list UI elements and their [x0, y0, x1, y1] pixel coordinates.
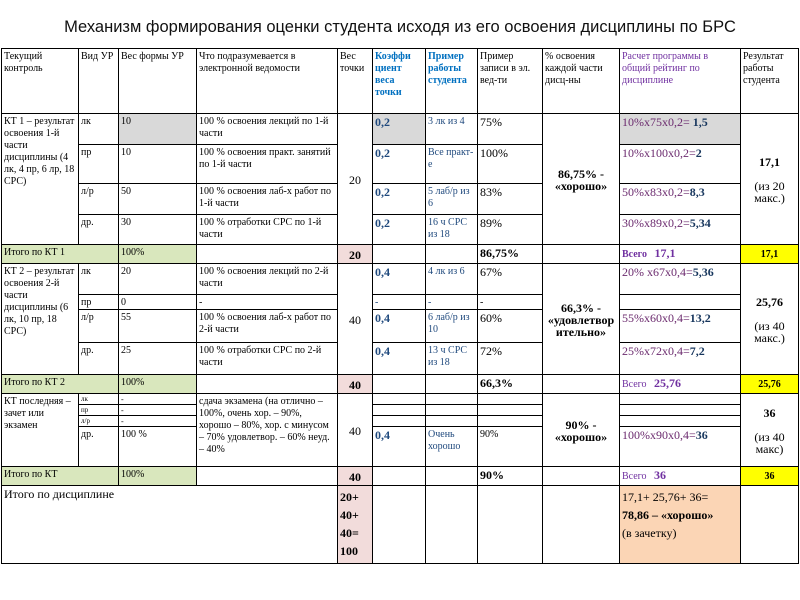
calc-formula: 55%х60х0,4= — [622, 311, 690, 325]
desc-cell: 100 % освоения лаб-х работ по 2-й части — [197, 310, 338, 343]
coef-cell: 0,2 — [373, 184, 426, 215]
weight-cell: 25 — [119, 343, 197, 375]
final-empty — [478, 486, 543, 564]
kt2-result-value: 25,76 — [756, 295, 783, 309]
table-row — [2, 416, 799, 427]
kt3-result — [741, 394, 799, 467]
type-cell: др. — [79, 427, 119, 467]
coef-cell: 0,2 — [373, 215, 426, 245]
coef-cell: 0,4 — [373, 264, 426, 295]
weight-cell: 10 — [119, 114, 197, 145]
table-row — [2, 394, 799, 405]
total-calc — [620, 245, 741, 264]
calc-formula: 30%х89х0,2= — [622, 216, 690, 230]
kt2-result — [741, 264, 799, 375]
total-calc — [620, 467, 741, 486]
total-point: 20 — [338, 245, 373, 264]
calc-cell — [620, 405, 741, 416]
desc-cell: 100 % освоения лекций по 2-й части — [197, 264, 338, 295]
example-cell — [426, 416, 478, 427]
weight-cell: 10 — [119, 145, 197, 184]
weight-cell: 0 — [119, 295, 197, 310]
coef-cell — [373, 416, 426, 427]
type-cell: пр — [79, 295, 119, 310]
final-calc-line2: 78,86 – «хорошо» — [622, 508, 714, 522]
calc-formula: 50%х83х0,2= — [622, 185, 690, 199]
kt1-result — [741, 114, 799, 245]
calc-result: 8,3 — [689, 185, 705, 199]
example-cell: 16 ч СРС из 18 — [426, 215, 478, 245]
desc-cell: - — [197, 295, 338, 310]
kt2-label: КТ 2 – результат освоения 2-й части дисциплины (6 лк, 10 пр, 18 СРС) — [2, 264, 79, 375]
calc-cell — [620, 394, 741, 405]
example-cell: 6 лаб/р из 10 — [426, 310, 478, 343]
record-cell: 60% — [478, 310, 543, 343]
example-cell — [426, 405, 478, 416]
total-calc — [620, 375, 741, 394]
total-empty — [373, 375, 426, 394]
calc-cell — [620, 114, 741, 145]
final-row — [2, 486, 799, 564]
total-point: 40 — [338, 375, 373, 394]
total-calc-value: 36 — [654, 468, 667, 482]
record-cell: 72% — [478, 343, 543, 375]
type-cell: др. — [79, 343, 119, 375]
coef-cell: 0,4 — [373, 427, 426, 467]
header-cell: Вид УР — [79, 49, 119, 114]
table-row — [2, 145, 799, 184]
final-label: Итого по дисциплине — [2, 486, 338, 564]
type-cell: л/р — [79, 184, 119, 215]
kt2-percent: 66,3% - «удовлетвор ительно» — [543, 264, 620, 375]
total-row — [2, 375, 799, 394]
record-cell: 83% — [478, 184, 543, 215]
total-record: 90% — [478, 467, 543, 486]
calc-formula: 10%х75х0,2= — [622, 115, 690, 129]
total-empty — [197, 467, 338, 486]
calc-cell — [620, 416, 741, 427]
header-cell: Что подразумевается в электронной ведомости — [197, 49, 338, 114]
weight-cell: 55 — [119, 310, 197, 343]
header-cell: % освоения каждой части дисц-ны — [543, 49, 620, 114]
final-empty — [426, 486, 478, 564]
total-empty — [373, 467, 426, 486]
calc-cell — [620, 184, 741, 215]
calc-cell — [620, 310, 741, 343]
header-cell: Текущий контроль — [2, 49, 79, 114]
type-cell: л/р — [79, 416, 119, 427]
header-cell: Вес формы УР — [119, 49, 197, 114]
example-cell: 13 ч СРС из 18 — [426, 343, 478, 375]
kt1-weight: 20 — [338, 114, 373, 245]
desc-cell: 100 % освоения лекций по 1-й части — [197, 114, 338, 145]
coef-cell — [373, 405, 426, 416]
total-empty — [426, 467, 478, 486]
total-empty — [197, 375, 338, 394]
kt3-weight: 40 — [338, 394, 373, 467]
kt1-percent: 86,75% - «хорошо» — [543, 114, 620, 245]
table-row — [2, 264, 799, 295]
total-calc-value: 17,1 — [654, 246, 676, 260]
kt1-label: КТ 1 – результат освоения 1-й части дисциплины (4 лк, 4 пр, 6 лр, 18 СРС) — [2, 114, 79, 245]
final-calc-line1: 17,1+ 25,76+ 36= — [622, 490, 709, 504]
record-cell — [478, 394, 543, 405]
example-cell: - — [426, 295, 478, 310]
header-row — [2, 49, 799, 114]
table-row — [2, 343, 799, 375]
final-empty — [543, 486, 620, 564]
table-row — [2, 215, 799, 245]
type-cell: лк — [79, 114, 119, 145]
kt3-result-note: (из 40 макс) — [754, 430, 785, 456]
weight-cell: - — [119, 405, 197, 416]
weight-cell: 100 % — [119, 427, 197, 467]
type-cell: л/р — [79, 310, 119, 343]
table-row — [2, 310, 799, 343]
total-empty — [543, 245, 620, 264]
kt3-desc: сдача экзамена (на отлично – 100%, очень хор. – 90%, хорошо – 80%, хор. с минусом – 70% удовлетвор. – 60% неуд. – 40% — [197, 394, 338, 467]
calc-result: 36 — [695, 428, 708, 442]
example-cell: Очень хорошо — [426, 427, 478, 467]
total-result: 25,76 — [741, 375, 799, 394]
record-cell: 100% — [478, 145, 543, 184]
page-title: Механизм формирования оценки студента исходя из его освоения дисциплины по БРС — [64, 18, 736, 36]
type-cell: др. — [79, 215, 119, 245]
table-row — [2, 405, 799, 416]
total-record: 86,75% — [478, 245, 543, 264]
header-cell: Вес точки — [338, 49, 373, 114]
coef-cell: 0,2 — [373, 145, 426, 184]
table-row — [2, 295, 799, 310]
example-cell — [426, 394, 478, 405]
desc-cell: 100 % отработки СРС по 1-й части — [197, 215, 338, 245]
header-cell: Результат работы студента — [741, 49, 799, 114]
total-label: Итого по КТ — [2, 467, 119, 486]
total-empty — [426, 245, 478, 264]
calc-result: 13,2 — [689, 311, 711, 325]
final-weight: 20+ 40+ 40= 100 — [338, 486, 373, 564]
table-row — [2, 427, 799, 467]
calc-cell — [620, 264, 741, 295]
record-cell — [478, 416, 543, 427]
kt1-result-note: (из 20 макс.) — [754, 179, 785, 205]
record-cell: - — [478, 295, 543, 310]
total-record: 66,3% — [478, 375, 543, 394]
coef-cell: 0,2 — [373, 114, 426, 145]
total-label: Итого по КТ 1 — [2, 245, 119, 264]
example-cell: Все практ-е — [426, 145, 478, 184]
total-calc-label: Всего — [622, 471, 647, 482]
header-cell: Пример работы студента — [426, 49, 478, 114]
kt3-percent: 90% - «хорошо» — [543, 394, 620, 467]
weight-cell: 50 — [119, 184, 197, 215]
header-cell: Расчет программы в общий рейтинг по дисциплине — [620, 49, 741, 114]
header-cell: Пример записи в эл. вед-ти — [478, 49, 543, 114]
total-label: Итого по КТ 2 — [2, 375, 119, 394]
calc-cell — [620, 427, 741, 467]
kt2-weight: 40 — [338, 264, 373, 375]
total-empty — [543, 467, 620, 486]
calc-formula: 25%х72х0,4= — [622, 344, 690, 358]
kt3-result-value: 36 — [763, 406, 776, 420]
weight-cell: 30 — [119, 215, 197, 245]
total-empty — [373, 245, 426, 264]
weight-cell: - — [119, 394, 197, 405]
calc-formula: 20% х67х0,4= — [622, 265, 693, 279]
rating-table — [1, 48, 799, 564]
total-calc-label: Всего — [622, 249, 647, 260]
calc-result: 5,36 — [692, 265, 714, 279]
final-calc-line3: (в зачетку) — [622, 526, 677, 540]
example-cell: 4 лк из 6 — [426, 264, 478, 295]
table-row — [2, 184, 799, 215]
total-empty — [543, 375, 620, 394]
total-weight: 100% — [119, 467, 197, 486]
coef-cell: - — [373, 295, 426, 310]
kt2-result-note: (из 40 макс.) — [754, 319, 785, 345]
type-cell: лк — [79, 394, 119, 405]
desc-cell: 100 % отработки СРС по 2-й части — [197, 343, 338, 375]
final-calc — [620, 486, 741, 564]
coef-cell: 0,4 — [373, 310, 426, 343]
example-cell: 5 лаб/р из 6 — [426, 184, 478, 215]
record-cell: 75% — [478, 114, 543, 145]
total-calc-label: Всего — [622, 379, 647, 390]
weight-cell: - — [119, 416, 197, 427]
record-cell: 90% — [478, 427, 543, 467]
final-empty — [741, 486, 799, 564]
header-cell: Коэффи циент веса точки — [373, 49, 426, 114]
calc-result: 7,2 — [689, 344, 705, 358]
total-result: 36 — [741, 467, 799, 486]
kt1-result-value: 17,1 — [759, 155, 780, 169]
type-cell: пр — [79, 405, 119, 416]
calc-result: 5,34 — [689, 216, 711, 230]
total-result: 17,1 — [741, 245, 799, 264]
total-row — [2, 467, 799, 486]
coef-cell — [373, 394, 426, 405]
record-cell: 89% — [478, 215, 543, 245]
record-cell: 67% — [478, 264, 543, 295]
calc-formula: 10%х100х0,2= — [622, 146, 696, 160]
total-weight: 100% — [119, 375, 197, 394]
total-point: 40 — [338, 467, 373, 486]
total-weight: 100% — [119, 245, 197, 264]
type-cell: лк — [79, 264, 119, 295]
total-empty — [426, 375, 478, 394]
final-empty — [373, 486, 426, 564]
table-row — [2, 114, 799, 145]
kt3-label: КТ последняя – зачет или экзамен — [2, 394, 79, 467]
total-row — [2, 245, 799, 264]
calc-cell — [620, 343, 741, 375]
type-cell: пр — [79, 145, 119, 184]
calc-cell — [620, 295, 741, 310]
total-calc-value: 25,76 — [654, 376, 682, 390]
coef-cell: 0,4 — [373, 343, 426, 375]
weight-cell: 20 — [119, 264, 197, 295]
total-empty — [197, 245, 338, 264]
calc-cell — [620, 215, 741, 245]
calc-cell — [620, 145, 741, 184]
desc-cell: 100 % освоения лаб-х работ по 1-й части — [197, 184, 338, 215]
example-cell: 3 лк из 4 — [426, 114, 478, 145]
calc-result: 1,5 — [692, 115, 708, 129]
record-cell — [478, 405, 543, 416]
calc-formula: 100%х90х0,4= — [622, 428, 696, 442]
desc-cell: 100 % освоения практ. занятий по 1-й части — [197, 145, 338, 184]
calc-result: 2 — [695, 146, 702, 160]
